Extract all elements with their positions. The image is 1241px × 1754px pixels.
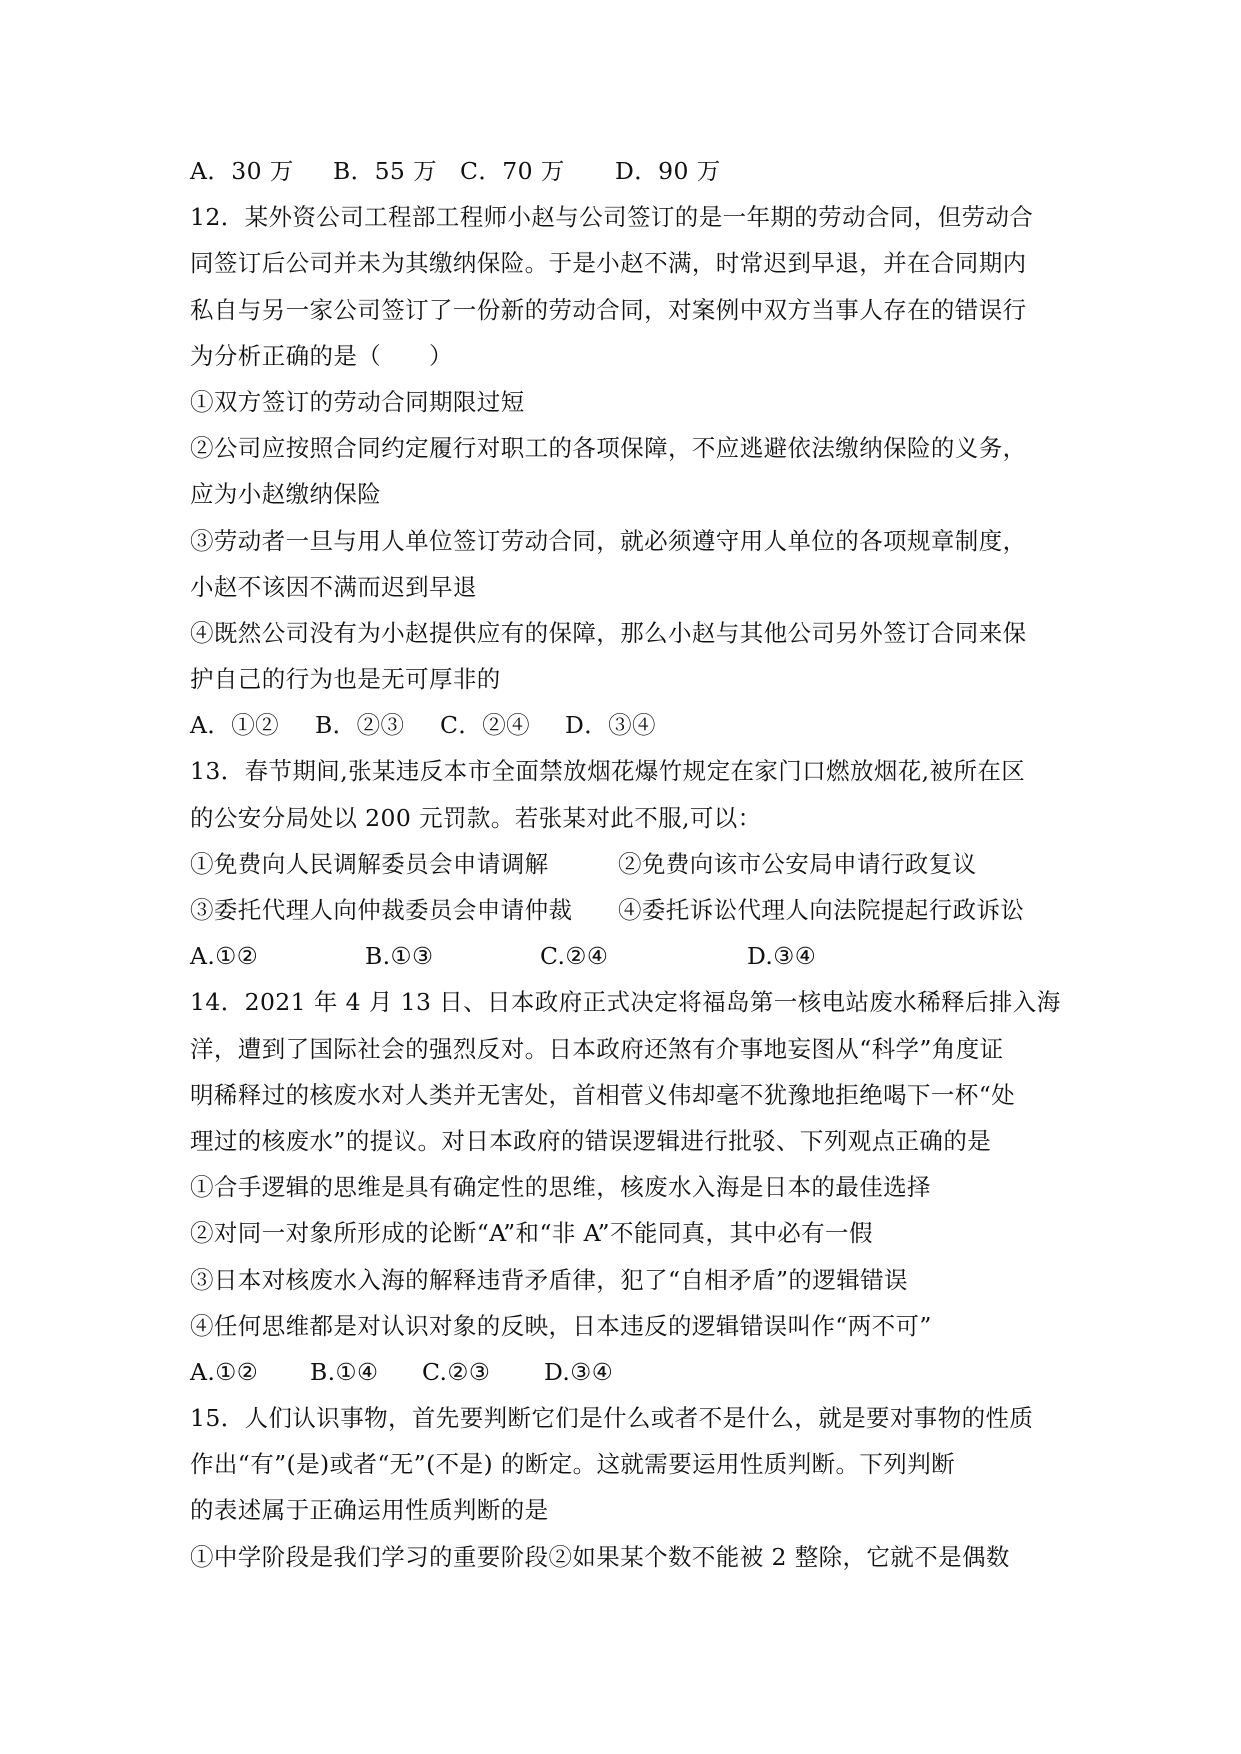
question-14 bbox=[190, 979, 1070, 1395]
q12-option-a: A．①② bbox=[190, 711, 280, 740]
q15-stem-line-2: 作出“有”(是)或者“无”(不是) 的断定。这就需要运用性质判断。下列判断 bbox=[190, 1450, 955, 1479]
q14-options bbox=[190, 1349, 1070, 1395]
q12-item-3-cont: 小赵不该因不满而迟到早退 bbox=[190, 572, 477, 601]
q13-option-a: A.①② bbox=[190, 942, 259, 971]
q12-item-2: ②公司应按照合同约定履行对职工的各项保障，不应逃避依法缴纳保险的义务， bbox=[190, 434, 1027, 463]
q12-option-c: C．②④ bbox=[440, 711, 531, 740]
q13-items-row-2 bbox=[190, 887, 1070, 933]
q14-item-4: ④任何思维都是对认识对象的反映，日本违反的逻辑错误叫作“两不可” bbox=[190, 1311, 932, 1340]
q13-item-3: ③委托代理人向仲裁委员会申请仲裁 bbox=[190, 896, 573, 924]
q12-item-1: ①双方签订的劳动合同期限过短 bbox=[190, 387, 525, 416]
q14-stem-line-4: 理过的核废水”的提议。对日本政府的错误逻辑进行批驳、下列观点正确的是 bbox=[190, 1126, 992, 1155]
q12-stem-line-3: 私自与另一家公司签订了一份新的劳动合同，对案例中双方当事人存在的错误行 bbox=[190, 295, 1027, 324]
q14-item-1: ①合手逻辑的思维是具有确定性的思维，核废水入海是日本的最佳选择 bbox=[190, 1173, 931, 1202]
q12-stem-line-4: 为分析正确的是（ ） bbox=[190, 341, 453, 370]
question-12 bbox=[190, 194, 1070, 748]
q13-items-row-1 bbox=[190, 841, 1070, 887]
q14-item-3: ③日本对核废水入海的解释违背矛盾律，犯了“自相矛盾”的逻辑错误 bbox=[190, 1265, 908, 1294]
q13-option-c: C.②④ bbox=[540, 942, 609, 971]
q13-option-b: B.①③ bbox=[365, 942, 434, 971]
q14-stem-line-3: 明稀释过的核废水对人类并无害处，首相菅义伟却毫不犹豫地拒绝喝下一杯“处 bbox=[190, 1080, 1016, 1109]
q11-options bbox=[190, 148, 1070, 194]
q13-item-2: ②免费向该市公安局申请行政复议 bbox=[618, 849, 977, 878]
q13-stem-line-2: 的公安分局处以 200 元罚款。若张某对此不服,可以： bbox=[190, 803, 762, 832]
q12-item-3: ③劳动者一旦与用人单位签订劳动合同，就必须遵守用人单位的各项规章制度， bbox=[190, 526, 1027, 555]
q13-item-1: ①免费向人民调解委员会申请调解 bbox=[190, 849, 549, 878]
q15-stem-line-1: 15．人们认识事物，首先要判断它们是什么或者不是什么，就是要对事物的性质 bbox=[190, 1404, 1034, 1433]
question-15 bbox=[190, 1395, 1070, 1580]
question-13 bbox=[190, 748, 1070, 979]
q11-option-b: B．55 万 bbox=[333, 157, 438, 185]
q14-stem-line-2: 洋，遭到了国际社会的强烈反对。日本政府还煞有介事地妄图从“科学”角度证 bbox=[190, 1034, 1004, 1063]
q12-item-4-cont: 护自己的行为也是无可厚非的 bbox=[190, 665, 501, 694]
q14-stem-line-1: 14．2021 年 4 月 13 日、日本政府正式决定将福岛第一核电站废水稀释后排入海 bbox=[190, 988, 1061, 1017]
q14-option-d: D.③④ bbox=[544, 1357, 614, 1386]
q12-stem-line-2: 同签订后公司并未为其缴纳保险。于是小赵不满，时常迟到早退，并在合同期内 bbox=[190, 249, 1027, 278]
q12-item-2-cont: 应为小赵缴纳保险 bbox=[190, 480, 382, 509]
q12-option-b: B．②③ bbox=[315, 711, 405, 740]
q14-option-a: A.①② bbox=[190, 1357, 259, 1386]
q14-option-c: C.②③ bbox=[422, 1357, 491, 1386]
q14-option-b: B.①④ bbox=[310, 1357, 379, 1386]
q13-options bbox=[190, 933, 1070, 979]
exam-page bbox=[190, 148, 1070, 1580]
q15-item-1: ①中学阶段是我们学习的重要阶段②如果某个数不能被 2 整除，它就不是偶数 bbox=[190, 1542, 1010, 1571]
q13-item-4: ④委托诉讼代理人向法院提起行政诉讼 bbox=[618, 896, 1025, 924]
q12-stem-line-1: 12．某外资公司工程部工程师小赵与公司签订的是一年期的劳动合同，但劳动合 bbox=[190, 203, 1034, 232]
q11-option-d: D．90 万 bbox=[615, 157, 721, 185]
q13-stem-line-1: 13．春节期间,张某违反本市全面禁放烟花爆竹规定在家门口燃放烟花,被所在区 bbox=[190, 757, 1026, 786]
q11-option-c: C．70 万 bbox=[460, 157, 565, 185]
q15-stem-line-3: 的表述属于正确运用性质判断的是 bbox=[190, 1496, 549, 1525]
q11-option-a: A．30 万 bbox=[190, 157, 294, 185]
q12-options bbox=[190, 702, 1070, 748]
q12-option-d: D．③④ bbox=[565, 711, 656, 740]
q12-item-4: ④既然公司没有为小赵提供应有的保障，那么小赵与其他公司另外签订合同来保 bbox=[190, 618, 1027, 647]
q14-item-2: ②对同一对象所形成的论断“A”和“非 A”不能同真，其中必有一假 bbox=[190, 1219, 873, 1248]
q13-option-d: D.③④ bbox=[747, 942, 817, 971]
